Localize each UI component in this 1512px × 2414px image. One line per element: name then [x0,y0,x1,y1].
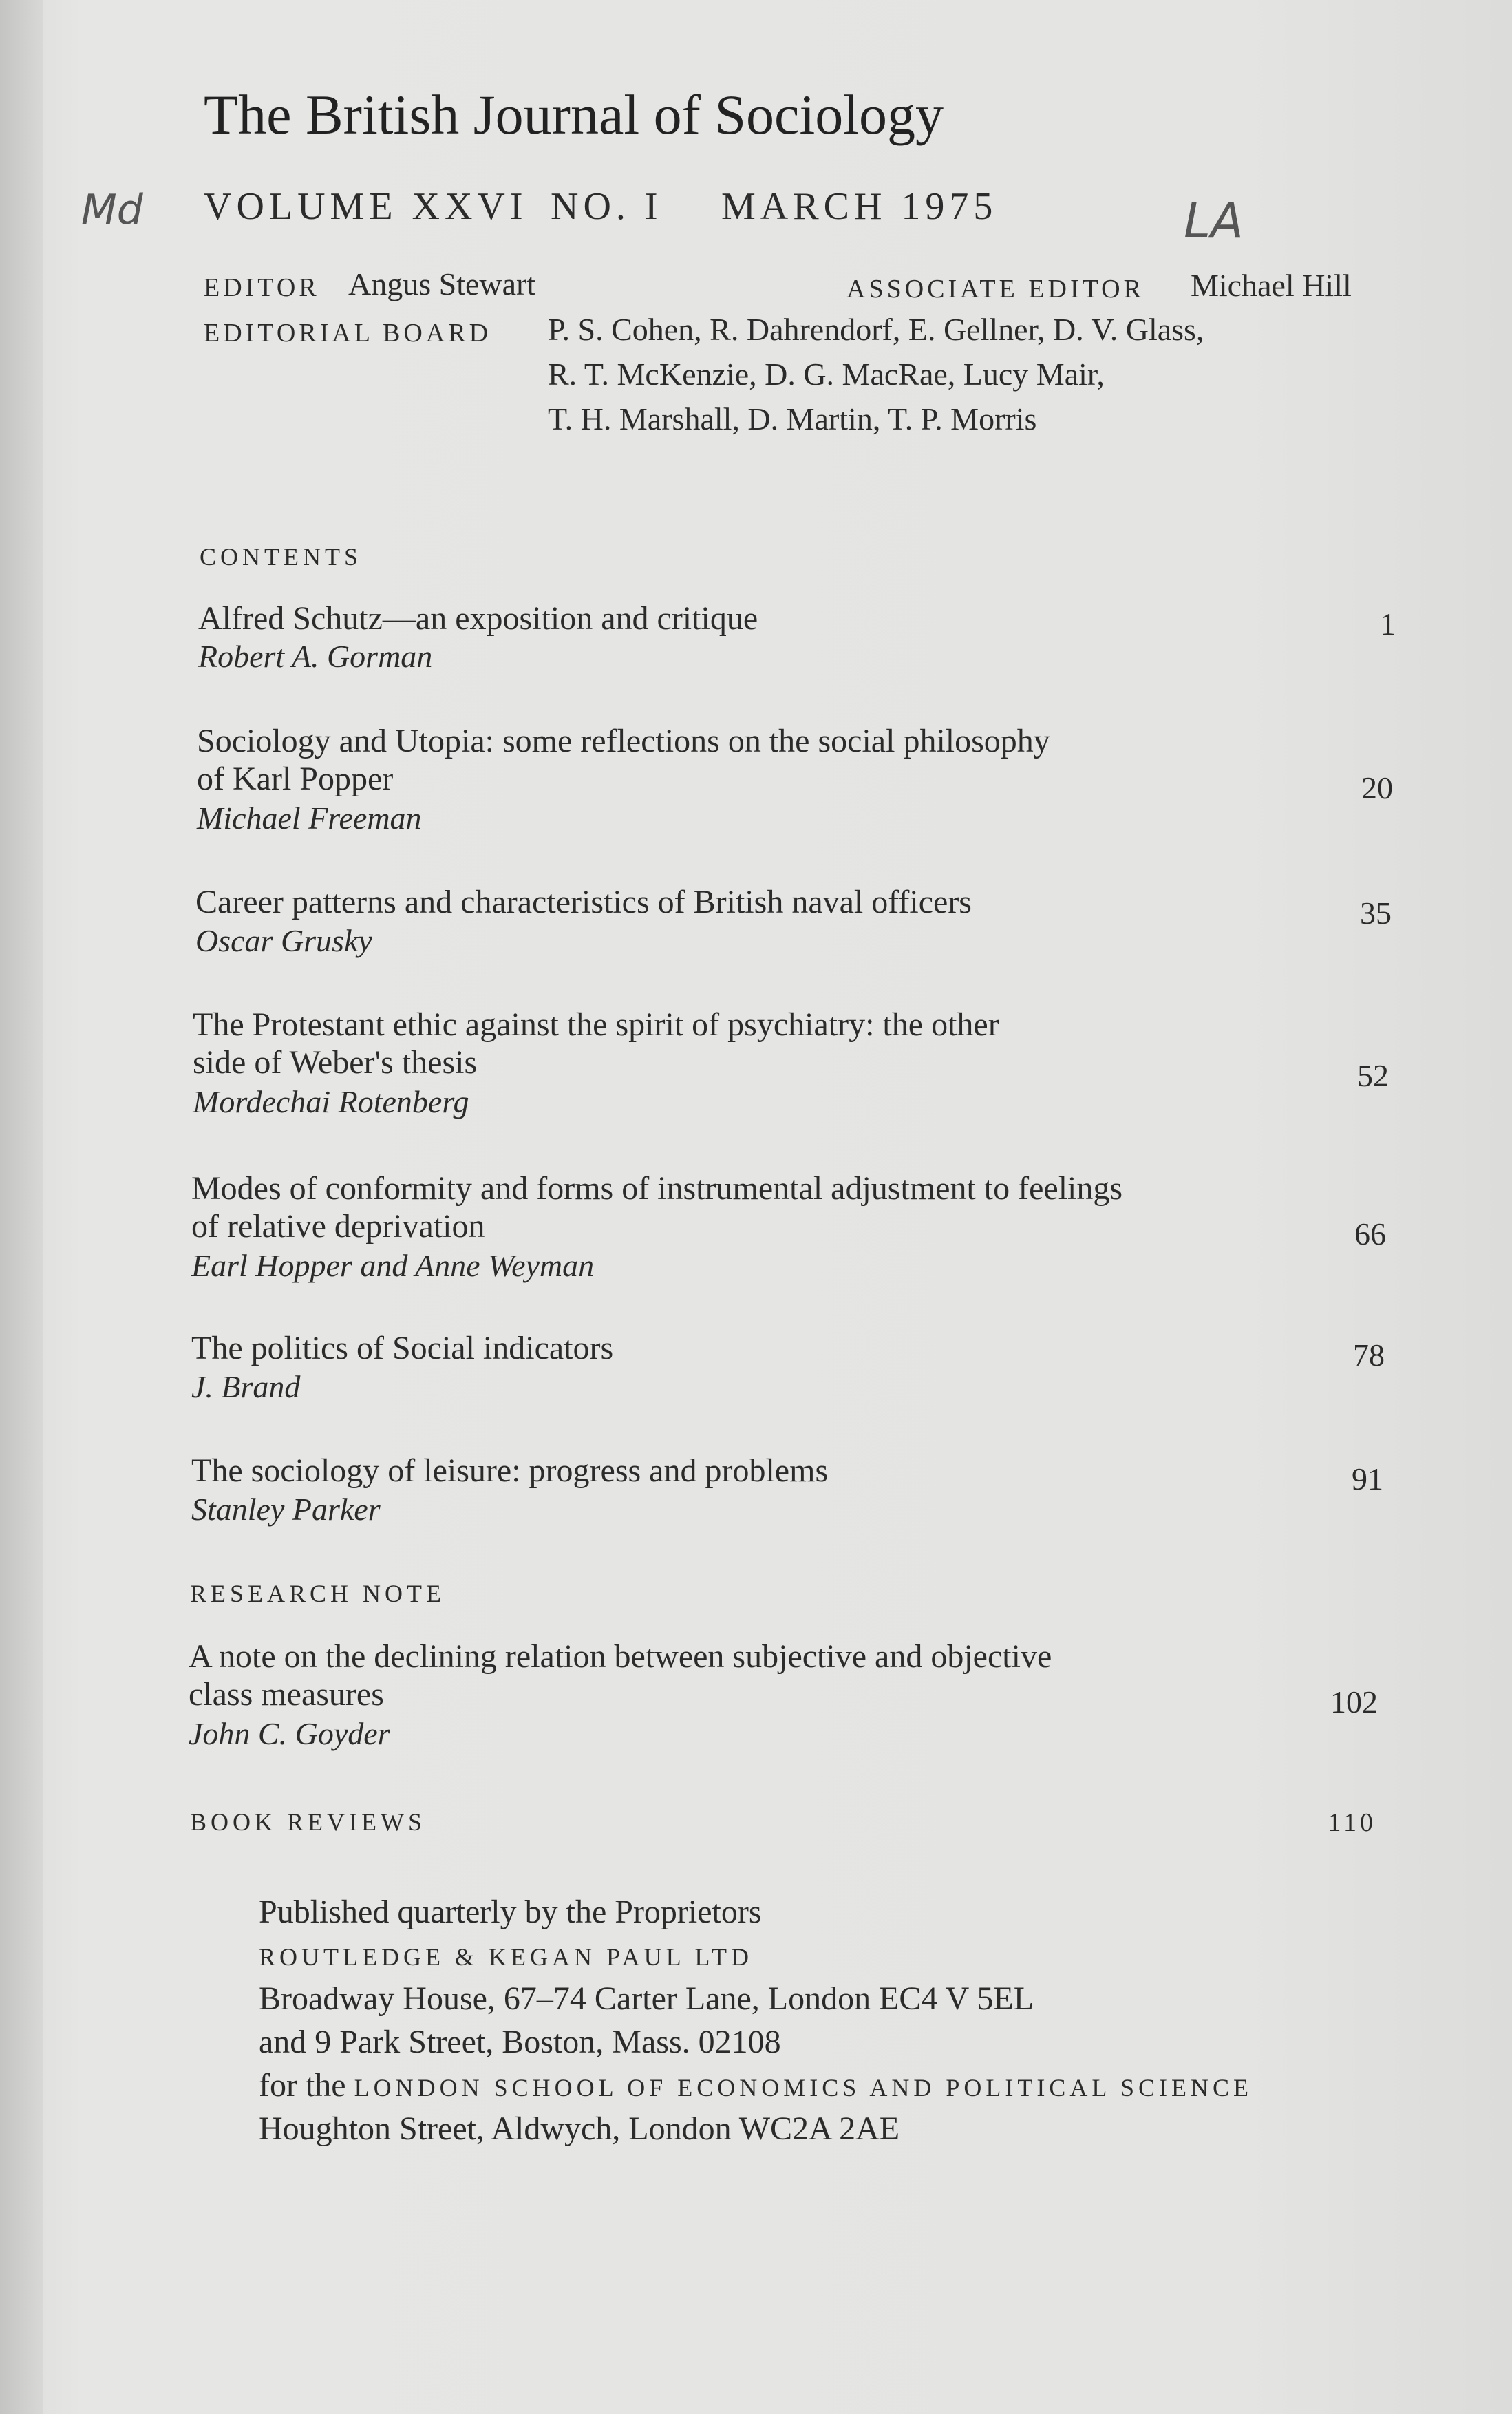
article-title-continued: of relative deprivation [191,1208,485,1245]
article-title: The politics of Social indicators [191,1330,614,1366]
lse-name: LONDON SCHOOL OF ECONOMICS AND POLITICAL SCIENCE [354,2074,1253,2101]
issue-number: NO. I [551,185,663,228]
editor-label: EDITOR [204,273,320,302]
for-prefix: for the [259,2067,346,2104]
book-reviews-heading: BOOK REVIEWS [190,1808,426,1836]
article-author: Oscar Grusky [195,923,372,958]
article-title-continued: of Karl Popper [197,761,394,797]
handwritten-note-right: LA [1184,193,1244,249]
lse-address: Houghton Street, Aldwych, London WC2A 2AE [259,2110,900,2147]
article-page: 66 [1354,1216,1386,1251]
issue-date: MARCH 1975 [721,185,998,228]
article-page: 91 [1352,1461,1383,1496]
journal-title: The British Journal of Sociology [204,83,944,146]
research-note-title-continued: class measures [189,1676,384,1713]
editorial-board-line: R. T. McKenzie, D. G. MacRae, Lucy Mair, [548,357,1105,392]
article-title: Modes of conformity and forms of instrumental adjustment to feelings [191,1170,1123,1207]
publisher-for-line [259,2064,1253,2110]
article-author: Mordechai Rotenberg [193,1084,469,1119]
article-page: 35 [1360,896,1392,931]
article-title-continued: side of Weber's thesis [193,1044,478,1081]
article-page: 20 [1361,770,1393,805]
article-author: Michael Freeman [197,801,422,836]
book-reviews-page: 110 [1328,1808,1376,1837]
article-title: The Protestant ethic against the spirit of psychiatry: the other [193,1006,999,1043]
binding-edge [0,0,43,2414]
research-note-page: 102 [1330,1684,1378,1719]
article-page: 78 [1353,1337,1385,1373]
article-author: Robert A. Gorman [198,639,433,674]
publisher-name: ROUTLEDGE & KEGAN PAUL LTD [259,1943,753,1971]
handwritten-note-left: Md [81,186,143,234]
article-title: Sociology and Utopia: some reflections on the social philosophy [197,723,1050,759]
article-page: 52 [1357,1058,1389,1093]
editor-name: Angus Stewart [348,266,536,301]
publisher-line: Published quarterly by the Proprietors [259,1894,762,1930]
associate-editor-label: ASSOCIATE EDITOR [846,275,1144,304]
research-note-title: A note on the declining relation between subjective and objective [189,1638,1052,1675]
volume-label: VOLUME XXVI [204,185,528,228]
research-note-author: John C. Goyder [189,1716,390,1751]
contents-heading: CONTENTS [200,543,362,571]
article-author: Stanley Parker [191,1492,381,1527]
editorial-board-line: T. H. Marshall, D. Martin, T. P. Morris [548,401,1037,436]
article-title: Alfred Schutz—an exposition and critique [198,600,758,637]
article-author: Earl Hopper and Anne Weyman [191,1248,595,1283]
publisher-address: and 9 Park Street, Boston, Mass. 02108 [259,2024,781,2060]
associate-editor-name: Michael Hill [1191,268,1352,303]
research-note-heading: RESEARCH NOTE [190,1580,446,1607]
article-page: 1 [1380,606,1396,642]
editorial-board-line: P. S. Cohen, R. Dahrendorf, E. Gellner, D. V. Glass, [548,312,1204,347]
article-title: Career patterns and characteristics of British naval officers [195,884,972,920]
article-title: The sociology of leisure: progress and problems [191,1452,829,1489]
editorial-board-label: EDITORIAL BOARD [204,319,492,348]
publisher-address: Broadway House, 67–74 Carter Lane, London EC4 V 5EL [259,1980,1034,2017]
article-author: J. Brand [191,1369,301,1404]
